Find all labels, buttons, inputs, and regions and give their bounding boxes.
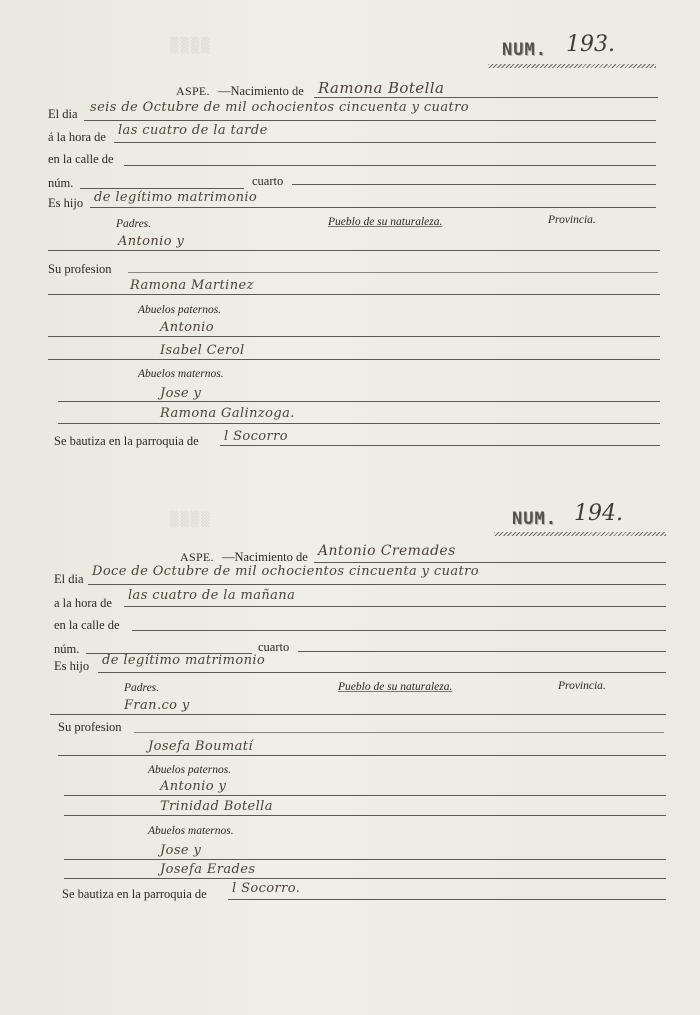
name-line xyxy=(314,97,658,98)
street-label: en la calle de xyxy=(48,152,114,166)
parents-header: Padres. xyxy=(116,218,152,230)
maternal-grandmother: Ramona Galinzoga. xyxy=(160,406,295,421)
street-line xyxy=(132,630,666,631)
number-field-label: núm. xyxy=(48,176,74,190)
room-label: cuarto xyxy=(258,640,290,654)
town-header: Pueblo de su naturaleza. xyxy=(328,216,443,228)
hour-label: á la hora de xyxy=(48,130,106,144)
birth-label: —Nacimiento de xyxy=(222,550,308,564)
record-number-label: NUM. xyxy=(502,40,547,60)
name-line xyxy=(314,562,666,563)
maternal-grandfather: Jose y xyxy=(160,386,202,401)
son-text: de legítimo matrimonio xyxy=(94,190,258,205)
date-text: seis de Octubre de mil ochocientos cincuenta y cuatro xyxy=(90,100,469,115)
parents-header: Padres. xyxy=(124,682,160,694)
maternal-line-2 xyxy=(64,878,666,879)
street-line xyxy=(124,165,656,166)
son-text: de legítimo matrimonio xyxy=(102,653,266,668)
place-label: ASPE. xyxy=(176,84,210,98)
son-label: Es hijo xyxy=(54,659,90,673)
mother-line xyxy=(48,294,660,295)
parish-name: l Socorro. xyxy=(232,881,301,896)
room-line xyxy=(298,651,666,652)
paternal-grandfather: Antonio y xyxy=(160,779,227,794)
hour-label: a la hora de xyxy=(54,596,112,610)
paternal-line-2 xyxy=(48,359,660,360)
parish-line xyxy=(228,899,666,900)
place-label: ASPE. xyxy=(180,550,214,564)
paternal-grandfather: Antonio xyxy=(160,320,214,335)
day-label: El dia xyxy=(48,107,78,121)
hour-text: las cuatro de la tarde xyxy=(118,123,268,138)
number-field-line xyxy=(80,188,244,189)
child-name: Ramona Botella xyxy=(318,79,445,97)
hour-text: las cuatro de la mañana xyxy=(128,588,296,603)
mother-name: Josefa Boumatí xyxy=(148,739,253,754)
street-label: en la calle de xyxy=(54,618,120,632)
date-text: Doce de Octubre de mil ochocientos cincuenta y cuatro xyxy=(92,564,479,579)
maternal-line-1 xyxy=(64,859,666,860)
father-line xyxy=(48,250,660,251)
room-label: cuarto xyxy=(252,174,284,188)
son-line xyxy=(90,207,656,208)
bleed-through-mark: ▒▒▒▒ xyxy=(170,38,212,54)
paternal-line-1 xyxy=(64,795,666,796)
room-line xyxy=(292,184,656,185)
record-number-value: 194. xyxy=(574,501,623,526)
maternal-grandfather: Jose y xyxy=(160,843,202,858)
province-header: Provincia. xyxy=(548,214,596,226)
paternal-grandmother: Isabel Cerol xyxy=(160,343,245,358)
province-header: Provincia. xyxy=(558,680,606,692)
birth-label: —Nacimiento de xyxy=(218,84,304,98)
hour-line xyxy=(124,606,666,607)
hour-line xyxy=(114,142,656,143)
maternal-grandparents-label: Abuelos maternos. xyxy=(138,368,224,380)
paternal-line-1 xyxy=(48,336,660,337)
father-name: Antonio y xyxy=(118,234,185,249)
maternal-line-2 xyxy=(58,423,660,424)
paternal-grandparents-label: Abuelos paternos. xyxy=(138,304,222,316)
maternal-grandparents-label: Abuelos maternos. xyxy=(148,825,234,837)
day-label: El dia xyxy=(54,572,84,586)
baptism-label: Se bautiza en la parroquia de xyxy=(62,887,207,901)
number-underline xyxy=(494,532,666,536)
profession-label: Su profesion xyxy=(48,262,112,276)
child-name: Antonio Cremades xyxy=(318,543,456,559)
number-underline xyxy=(488,64,656,68)
mother-name: Ramona Martinez xyxy=(130,278,254,293)
town-header: Pueblo de su naturaleza. xyxy=(338,681,453,693)
profession-label: Su profesion xyxy=(58,720,122,734)
father-line xyxy=(50,714,666,715)
mother-line xyxy=(58,755,666,756)
son-label: Es hijo xyxy=(48,196,84,210)
paternal-grandparents-label: Abuelos paternos. xyxy=(148,764,232,776)
date-line xyxy=(84,120,656,121)
date-line xyxy=(88,584,666,585)
paternal-line-2 xyxy=(64,815,666,816)
maternal-grandmother: Josefa Erades xyxy=(160,862,256,877)
son-line xyxy=(98,672,666,673)
record-number-label: NUM. xyxy=(512,509,557,529)
profession-line xyxy=(128,272,658,273)
profession-line xyxy=(134,732,664,733)
bleed-through-mark: ▒▒▒▒ xyxy=(170,512,212,528)
father-name: Fran.co y xyxy=(124,698,190,713)
number-field-label: núm. xyxy=(54,642,80,656)
parish-line xyxy=(220,445,660,446)
baptism-label: Se bautiza en la parroquia de xyxy=(54,434,199,448)
maternal-line-1 xyxy=(58,401,660,402)
record-number-value: 193. xyxy=(566,32,615,57)
parish-name: l Socorro xyxy=(224,429,288,444)
paternal-grandmother: Trinidad Botella xyxy=(160,799,273,814)
